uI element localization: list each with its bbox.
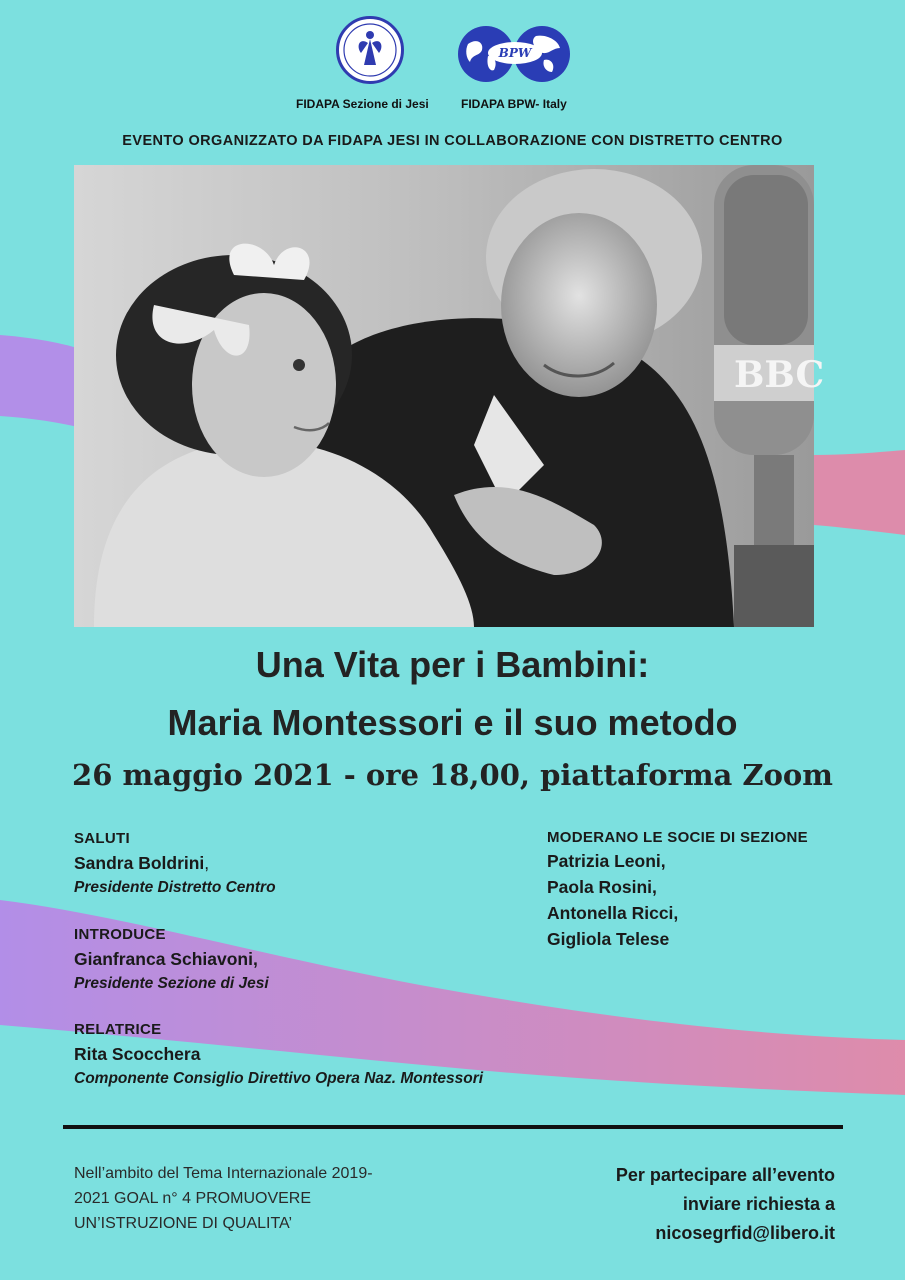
footer-divider bbox=[63, 1125, 843, 1129]
event-datetime: 26 maggio 2021 - ore 18,00, piattaforma Zoom bbox=[72, 758, 833, 792]
footer-contact bbox=[616, 1161, 835, 1248]
saluti-name: Sandra Boldrini bbox=[74, 853, 205, 873]
relatrice-role: Componente Consiglio Direttivo Opera Naz. Montessori bbox=[74, 1070, 484, 1087]
moderano-label: MODERANO LE SOCIE DI SEZIONE bbox=[547, 829, 808, 846]
jesi-logo-caption: FIDAPA Sezione di Jesi bbox=[296, 97, 429, 111]
footer-contact-line: inviare richiesta a bbox=[682, 1194, 835, 1214]
relatrice-label: RELATRICE bbox=[74, 1021, 162, 1038]
saluti-label: SALUTI bbox=[74, 830, 130, 847]
introduce-name: Gianfranca Schiavoni, bbox=[74, 949, 258, 969]
footer-theme-line: Nell’ambito del Tema Internazionale 2019- bbox=[74, 1165, 373, 1182]
footer-theme bbox=[74, 1161, 373, 1236]
moderator-name: Antonella Ricci, bbox=[547, 903, 679, 923]
title-line-2: Maria Montessori e il suo metodo bbox=[167, 702, 738, 743]
bpw-wordmark: BPW bbox=[488, 42, 542, 64]
fidapa-jesi-logo bbox=[336, 16, 404, 84]
footer-theme-line: 2021 GOAL n° 4 PROMUOVERE bbox=[74, 1190, 312, 1207]
title-line-1: Una Vita per i Bambini: bbox=[255, 644, 650, 685]
moderator-name: Patrizia Leoni, bbox=[547, 851, 666, 871]
moderator-name: Gigliola Telese bbox=[547, 929, 670, 949]
microphone-label: BBC bbox=[734, 354, 825, 396]
historic-photo bbox=[74, 165, 825, 627]
footer-theme-line: UN’ISTRUZIONE DI QUALITA’ bbox=[74, 1215, 293, 1232]
saluti-speaker bbox=[74, 853, 209, 874]
brush-stroke-upper-right bbox=[814, 450, 905, 535]
angel-icon bbox=[339, 19, 401, 81]
footer-contact-line: Per partecipare all’evento bbox=[615, 1165, 835, 1185]
saluti-name-suffix: , bbox=[204, 853, 210, 873]
introduce-role: Presidente Sezione di Jesi bbox=[74, 975, 269, 992]
moderator-name: Paola Rosini, bbox=[547, 877, 657, 897]
relatrice-name: Rita Scocchera bbox=[74, 1044, 201, 1064]
contact-email[interactable]: nicosegrfid@libero.it bbox=[655, 1223, 835, 1243]
organizer-line: EVENTO ORGANIZZATO DA FIDAPA JESI IN COLLABORAZIONE CON DISTRETTO CENTRO bbox=[122, 133, 783, 149]
bpw-logo-caption: FIDAPA BPW- Italy bbox=[461, 97, 567, 111]
saluti-role: Presidente Distretto Centro bbox=[74, 879, 276, 896]
introduce-label: INTRODUCE bbox=[74, 926, 166, 943]
photo-illustration bbox=[74, 165, 825, 627]
